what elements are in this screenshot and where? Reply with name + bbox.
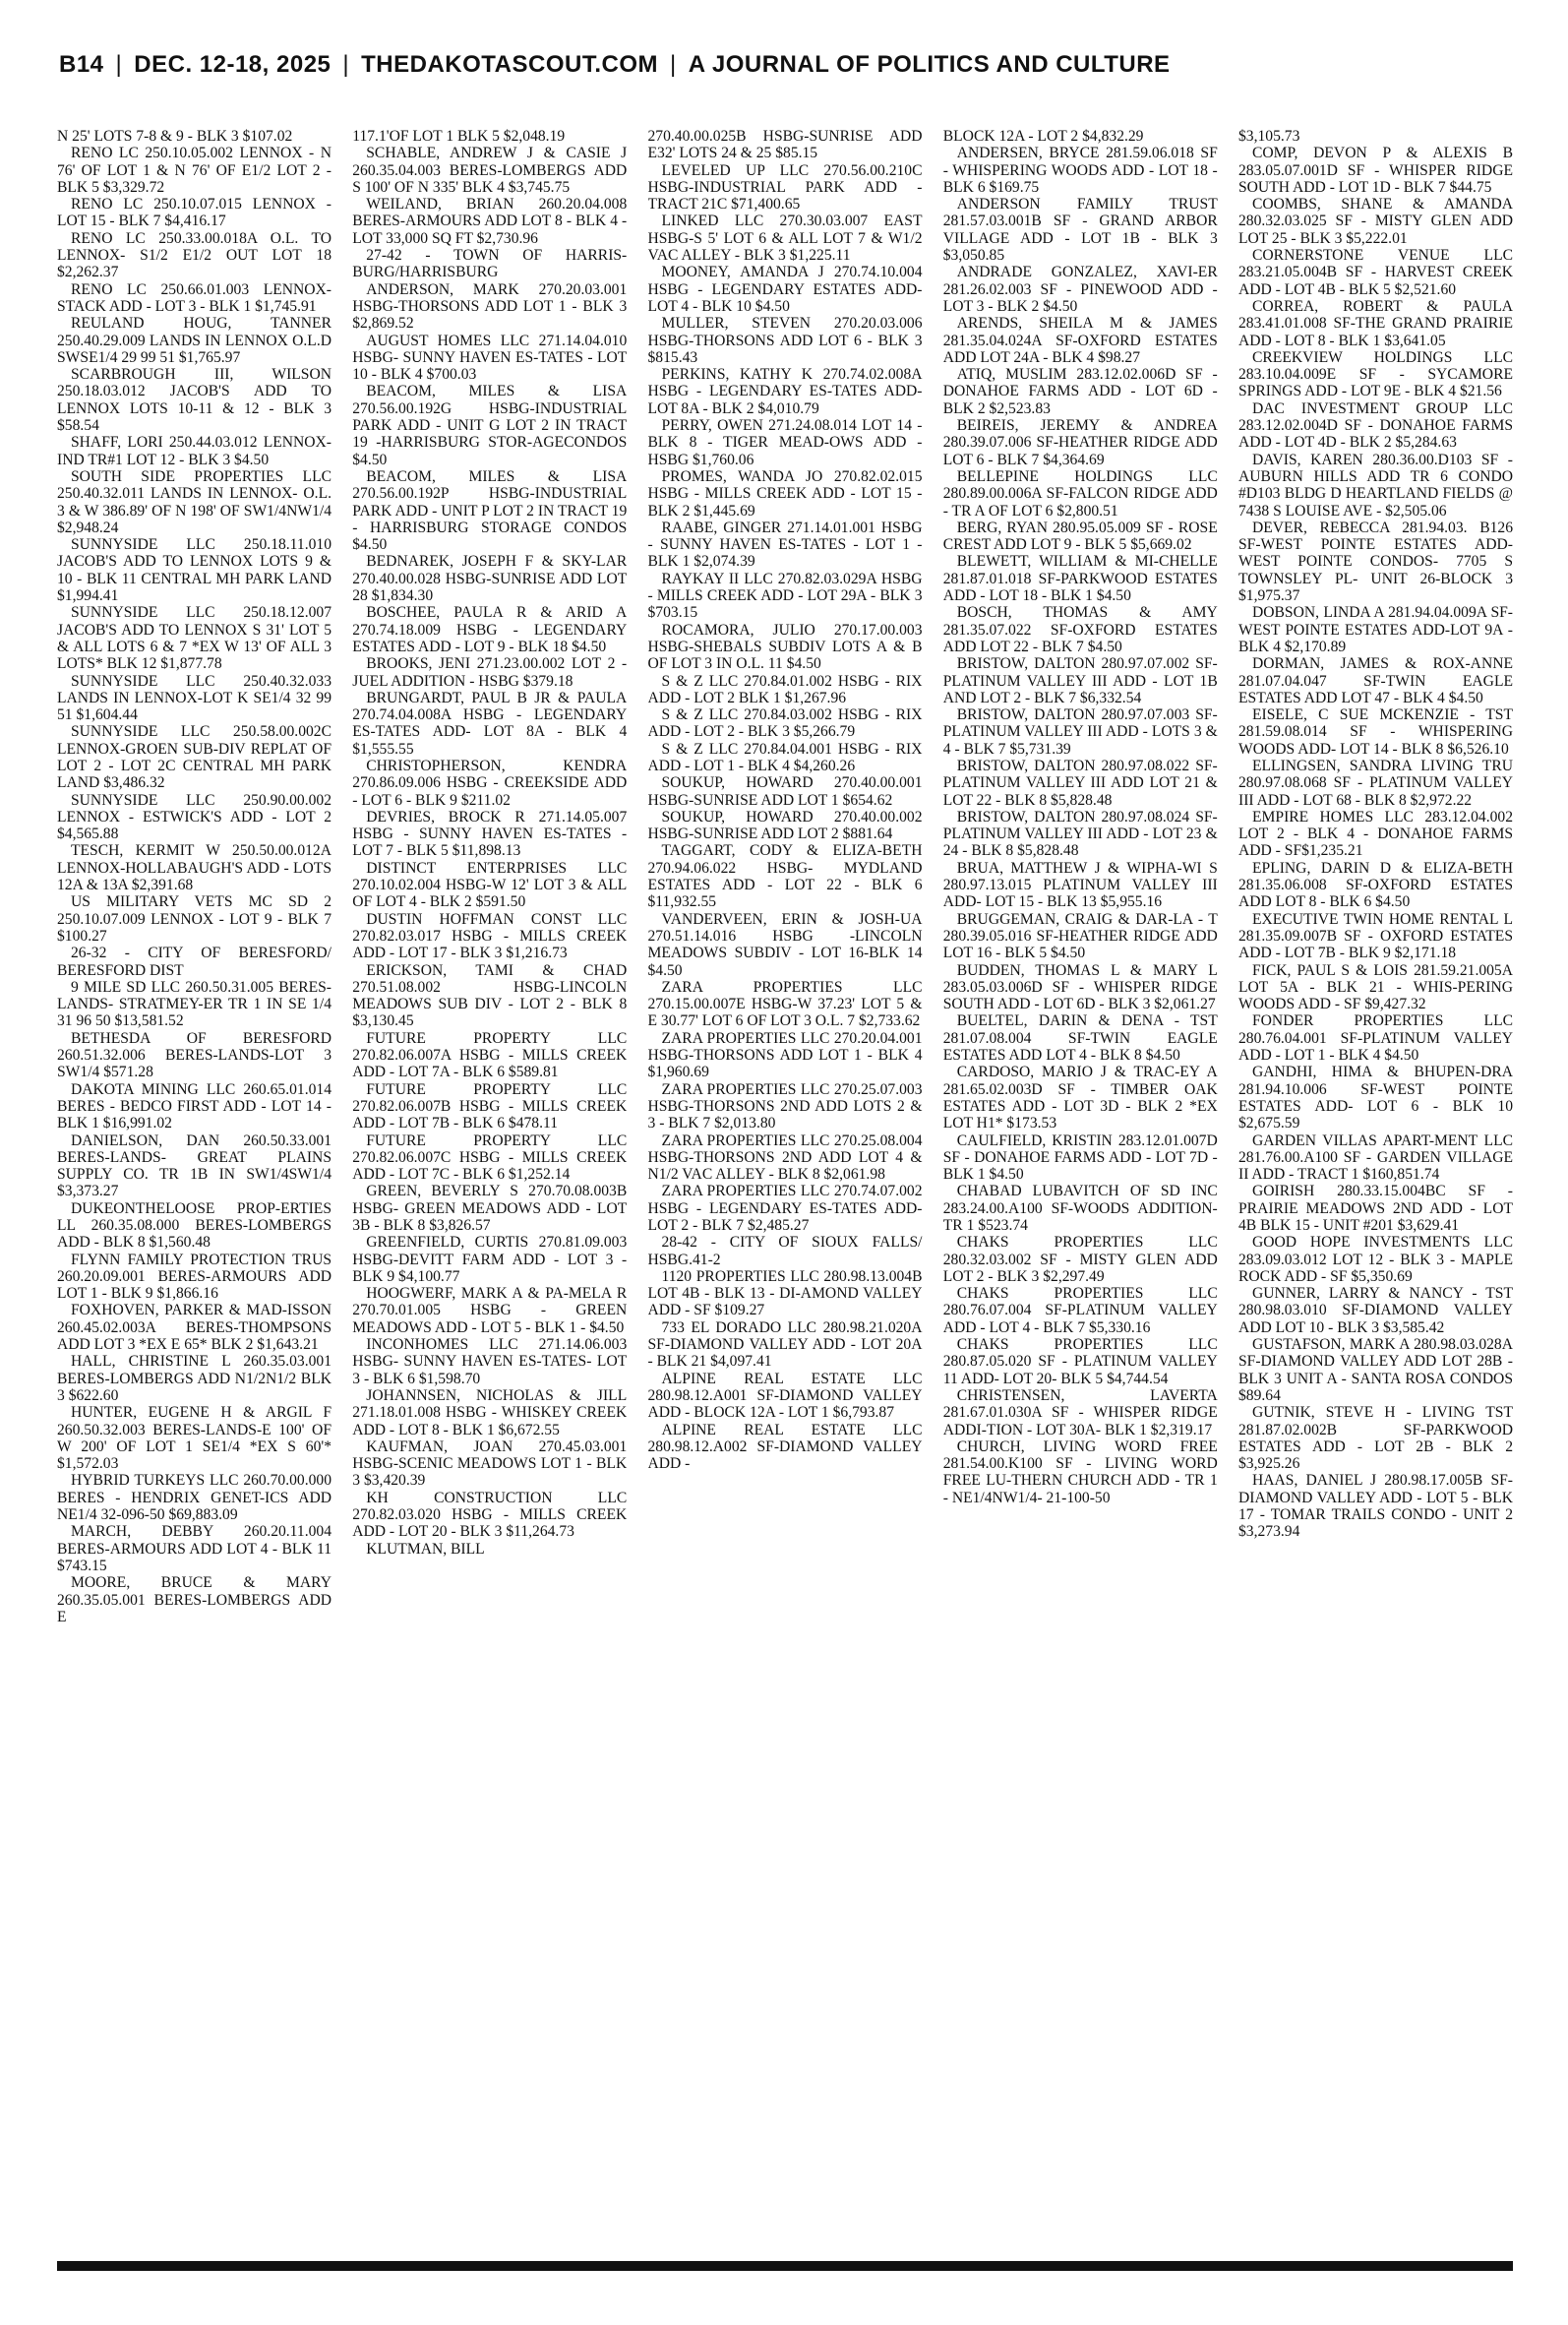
listing-entry: ANDERSON, MARK 270.20.03.001 HSBG-THORSONS ADD LOT 1 - BLK 3 $2,869.52: [352, 280, 628, 333]
listing-entry: GREENFIELD, CURTIS 270.81.09.003 HSBG-DEVITT FARM ADD - LOT 3 - BLK 9 $4,100.77: [352, 1234, 628, 1285]
listing-entry: SOUKUP, HOWARD 270.40.00.001 HSBG-SUNRISE ADD LOT 1 $654.62: [647, 774, 923, 809]
listing-entry: EPLING, DARIN D & ELIZA-BETH 281.35.06.008 SF-OXFORD ESTATES ADD LOT 8 - BLK 6 $4.50: [1238, 859, 1513, 911]
listing-entry: MULLER, STEVEN 270.20.03.006 HSBG-THORSONS ADD LOT 6 - BLK 3 $815.43: [647, 315, 923, 366]
listing-entry: FOXHOVEN, PARKER & MAD-ISSON 260.45.02.003A BERES-THOMPSONS ADD LOT 3 *EX E 65* BLK 2 $1,643.21: [57, 1302, 332, 1354]
listing-entry: SOUTH SIDE PROPERTIES LLC 250.40.32.011 LANDS IN LENNOX- O.L. 3 & W 386.89' OF N 198' OF SW1/4NW1/4 $2,948.24: [57, 467, 332, 536]
listing-entry: BEIREIS, JEREMY & ANDREA 280.39.07.006 SF-HEATHER RIDGE ADD LOT 6 - BLK 7 $4,364.69: [942, 417, 1218, 468]
listing-entry: MOONEY, AMANDA J 270.74.10.004 HSBG - LEGENDARY ESTATES ADD- LOT 4 - BLK 10 $4.50: [647, 264, 923, 315]
listing-entry: DAVIS, KAREN 280.36.00.D103 SF - AUBURN HILLS ADD TR 6 CONDO #D103 BLDG D HEARTLAND FIELDS @ 7438 S LOUISE AVE - $2,505.06: [1238, 451, 1513, 520]
column-1: [57, 128, 332, 2241]
listing-entry: SCARBROUGH III, WILSON 250.18.03.012 JACOB'S ADD TO LENNOX LOTS 10-11 & 12 - BLK 3 $58.54: [57, 366, 332, 435]
listing-entry: ANDERSEN, BRYCE 281.59.06.018 SF - WHISPERING WOODS ADD - LOT 18 - BLK 6 $169.75: [942, 145, 1218, 196]
listing-entry: 26-32 - CITY OF BERESFORD/ BERESFORD DIST: [57, 945, 332, 979]
listing-entry: GOIRISH 280.33.15.004BC SF - PRAIRIE MEADOWS 2ND ADD - LOT 4B BLK 15 - UNIT #201 $3,629.41: [1238, 1183, 1513, 1234]
listing-entry: HUNTER, EUGENE H & ARGIL F 260.50.32.003 BERES-LANDS-E 100' OF W 200' OF LOT 1 SE1/4 *EX S 60'* $1,572.03: [57, 1404, 332, 1473]
listing-entry: GUTNIK, STEVE H - LIVING TST 281.87.02.002B SF-PARKWOOD ESTATES ADD - LOT 2B - BLK 2 $3,925.26: [1238, 1404, 1513, 1473]
listing-entry: MARCH, DEBBY 260.20.11.004 BERES-ARMOURS ADD LOT 4 - BLK 11 $743.15: [57, 1523, 332, 1574]
listing-entry: HYBRID TURKEYS LLC 260.70.00.000 BERES - HENDRIX GENET-ICS ADD NE1/4 32-096-50 $69,883.09: [57, 1472, 332, 1524]
listing-entry: CHABAD LUBAVITCH OF SD INC 283.24.00.A100 SF-WOODS ADDITION- TR 1 $523.74: [942, 1183, 1218, 1234]
listing-entry: GANDHI, HIMA & BHUPEN-DRA 281.94.10.006 SF-WEST POINTE ESTATES ADD- LOT 6 - BLK 10 $2,675.59: [1238, 1064, 1513, 1132]
listing-entry: CAULFIELD, KRISTIN 283.12.01.007D SF - DONAHOE FARMS ADD - LOT 7D - BLK 1 $4.50: [942, 1132, 1218, 1184]
listing-entry: CHAKS PROPERTIES LLC 280.76.07.004 SF-PLATINUM VALLEY ADD - LOT 4 - BLK 7 $5,330.16: [942, 1285, 1218, 1336]
listing-entry: PERRY, OWEN 271.24.08.014 LOT 14 - BLK 8 - TIGER MEAD-OWS ADD - HSBG $1,760.06: [647, 417, 923, 468]
listing-entry: TAGGART, CODY & ELIZA-BETH 270.94.06.022 HSBG- MYDLAND ESTATES ADD - LOT 22 - BLK 6 $11,932.55: [647, 842, 923, 911]
listing-entry: ERICKSON, TAMI & CHAD 270.51.08.002 HSBG-LINCOLN MEADOWS SUB DIV - LOT 2 - BLK 8 $3,130.45: [352, 961, 628, 1030]
listing-entry: COOMBS, SHANE & AMANDA 280.32.03.025 SF - MISTY GLEN ADD LOT 25 - BLK 3 $5,222.01: [1238, 196, 1513, 247]
listing-entry: 28-42 - CITY OF SIOUX FALLS/ HSBG.41-2: [647, 1234, 923, 1268]
listing-entry: FICK, PAUL S & LOIS 281.59.21.005A LOT 5A - BLK 21 - WHIS-PERING WOODS ADD - SF $9,427.32: [1238, 961, 1513, 1013]
listing-entry: BROOKS, JENI 271.23.00.002 LOT 2 - JUEL ADDITION - HSBG $379.18: [352, 655, 628, 690]
listing-entry: HALL, CHRISTINE L 260.35.03.001 BERES-LOMBERGS ADD N1/2N1/2 BLK 3 $622.60: [57, 1353, 332, 1404]
listing-entry: KAUFMAN, JOAN 270.45.03.001 HSBG-SCENIC MEADOWS LOT 1 - BLK 3 $3,420.39: [352, 1438, 628, 1490]
listing-entry: EXECUTIVE TWIN HOME RENTAL L 281.35.09.007B SF - OXFORD ESTATES ADD - LOT 7B - BLK 9 $2,171.18: [1238, 910, 1513, 962]
listing-entry: GUSTAFSON, MARK A 280.98.03.028A SF-DIAMOND VALLEY ADD LOT 28B - BLK 3 UNIT A - SANTA ROSA CONDOS $89.64: [1238, 1336, 1513, 1404]
listing-entry: DUKEONTHELOOSE PROP-ERTIES LL 260.35.08.000 BERES-LOMBERGS ADD - BLK 8 $1,560.48: [57, 1199, 332, 1252]
listing-entry: CORNERSTONE VENUE LLC 283.21.05.004B SF - HARVEST CREEK ADD - LOT 4B - BLK 5 $2,521.60: [1238, 247, 1513, 298]
listing-entry: RAYKAY II LLC 270.82.03.029A HSBG - MILLS CREEK ADD - LOT 29A - BLK 3 $703.15: [647, 570, 923, 622]
page-header: [59, 51, 1515, 91]
site-name: THEDAKOTASCOUT.COM: [361, 51, 658, 78]
issue-date: DEC. 12-18, 2025: [134, 51, 332, 78]
listing-entry: COMP, DEVON P & ALEXIS B 283.05.07.001D SF - WHISPER RIDGE SOUTH ADD - LOT 1D - BLK 7 $44.75: [1238, 145, 1513, 196]
listing-entry: EISELE, C SUE MCKENZIE - TST 281.59.08.014 SF - WHISPERING WOODS ADD- LOT 14 - BLK 8 $6,526.10: [1238, 706, 1513, 758]
listing-entry: ARENDS, SHEILA M & JAMES 281.35.04.024A SF-OXFORD ESTATES ADD LOT 24A - BLK 4 $98.27: [942, 315, 1218, 366]
listing-entry: DAC INVESTMENT GROUP LLC 283.12.02.004D SF - DONAHOE FARMS ADD - LOT 4D - BLK 2 $5,284.63: [1238, 399, 1513, 452]
listing-entry: ROCAMORA, JULIO 270.17.00.003 HSBG-SHEBALS SUBDIV LOTS A & B OF LOT 3 IN O.L. 11 $4.50: [647, 621, 923, 673]
listing-entry: SHAFF, LORI 250.44.03.012 LENNOX-IND TR#1 LOT 12 - BLK 3 $4.50: [57, 434, 332, 468]
listing-entry: CHAKS PROPERTIES LLC 280.32.03.002 SF - MISTY GLEN ADD LOT 2 - BLK 3 $2,297.49: [942, 1234, 1218, 1285]
listing-entry: 733 EL DORADO LLC 280.98.21.020A SF-DIAMOND VALLEY ADD - LOT 20A - BLK 21 $4,097.41: [647, 1318, 923, 1371]
listing-entry: ELLINGSEN, SANDRA LIVING TRU 280.97.08.068 SF - PLATINUM VALLEY III ADD - LOT 68 - BLK 8 $2,972.22: [1238, 757, 1513, 809]
listing-entry: CHRISTOPHERSON, KENDRA 270.86.09.006 HSBG - CREEKSIDE ADD - LOT 6 - BLK 9 $211.02: [352, 757, 628, 809]
listing-entry: CHRISTENSEN, LAVERTA 281.67.01.030A SF - WHISPER RIDGE ADDI-TION - LOT 30A- BLK 1 $2,319.17: [942, 1386, 1218, 1438]
listing-entry: RENO LC 250.10.05.002 LENNOX - N 76' OF LOT 1 & N 76' OF E1/2 LOT 2 - BLK 5 $3,329.72: [57, 145, 332, 196]
listing-entry: DOBSON, LINDA A 281.94.04.009A SF-WEST POINTE ESTATES ADD-LOT 9A - BLK 4 $2,170.89: [1238, 604, 1513, 655]
listing-entry: RAABE, GINGER 271.14.01.001 HSBG - SUNNY HAVEN ES-TATES - LOT 1 - BLK 1 $2,074.39: [647, 519, 923, 571]
listing-entry: BUELTEL, DARIN & DENA - TST 281.07.08.004 SF-TWIN EAGLE ESTATES ADD LOT 4 - BLK 8 $4.50: [942, 1012, 1218, 1065]
header-separator: |: [670, 51, 677, 78]
listing-entry: KH CONSTRUCTION LLC 270.82.03.020 HSBG - MILLS CREEK ADD - LOT 20 - BLK 3 $11,264.73: [352, 1489, 628, 1541]
listing-entry: ALPINE REAL ESTATE LLC 280.98.12.A001 SF-DIAMOND VALLEY ADD - BLOCK 12A - LOT 1 $6,793.87: [647, 1370, 923, 1422]
listing-entry: AUGUST HOMES LLC 271.14.04.010 HSBG- SUNNY HAVEN ES-TATES - LOT 10 - BLK 4 $700.03: [352, 332, 628, 384]
listing-entry: LINKED LLC 270.30.03.007 EAST HSBG-S 5' LOT 6 & ALL LOT 7 & W1/2 VAC ALLEY - BLK 3 $1,225.11: [647, 213, 923, 265]
listing-entry: WEILAND, BRIAN 260.20.04.008 BERES-ARMOURS ADD LOT 8 - BLK 4 - LOT 33,000 SQ FT $2,730.96: [352, 196, 628, 247]
listing-entry: ZARA PROPERTIES LLC 270.25.07.003 HSBG-THORSONS 2ND ADD LOTS 2 & 3 - BLK 7 $2,013.80: [647, 1080, 923, 1132]
listing-entry: PERKINS, KATHY K 270.74.02.008A HSBG - LEGENDARY ES-TATES ADD- LOT 8A - BLK 2 $4,010.79: [647, 366, 923, 417]
listing-entry: S & Z LLC 270.84.03.002 HSBG - RIX ADD - LOT 2 - BLK 3 $5,266.79: [647, 706, 923, 741]
listing-entry: BLEWETT, WILLIAM & MI-CHELLE 281.87.01.018 SF-PARKWOOD ESTATES ADD - LOT 18 - BLK 1 $4.50: [942, 553, 1218, 605]
listing-entry: EMPIRE HOMES LLC 283.12.04.002 LOT 2 - BLK 4 - DONAHOE FARMS ADD - SF$1,235.21: [1238, 808, 1513, 860]
listing-entry: GARDEN VILLAS APART-MENT LLC 281.76.00.A100 SF - GARDEN VILLAGE II ADD - TRACT 1 $160,851.74: [1238, 1132, 1513, 1184]
listing-entry: ATIQ, MUSLIM 283.12.02.006D SF - DONAHOE FARMS ADD - LOT 6D - BLK 2 $2,523.83: [942, 366, 1218, 417]
listing-entry: KLUTMAN, BILL: [366, 1540, 485, 1558]
listing-entry: BLOCK 12A - LOT 2 $4,832.29: [942, 128, 1144, 145]
listing-entry: CORREA, ROBERT & PAULA 283.41.01.008 SF-THE GRAND PRAIRIE ADD - LOT 8 - BLK 1 $3,641.05: [1238, 297, 1513, 349]
column-5: [1238, 128, 1513, 2241]
listing-entry: DAKOTA MINING LLC 260.65.01.014 BERES - BEDCO FIRST ADD - LOT 14 - BLK 1 $16,991.02: [57, 1080, 332, 1132]
listing-entry: BOSCH, THOMAS & AMY 281.35.07.022 SF-OXFORD ESTATES ADD LOT 22 - BLK 7 $4.50: [942, 604, 1218, 655]
listing-entry: BRISTOW, DALTON 280.97.07.003 SF-PLATINUM VALLEY III ADD - LOTS 3 & 4 - BLK 7 $5,731.39: [942, 706, 1218, 758]
listing-entry: TESCH, KERMIT W 250.50.00.012A LENNOX-HOLLABAUGH'S ADD - LOTS 12A & 13A $2,391.68: [57, 842, 332, 894]
listing-entry: 27-42 - TOWN OF HARRIS-BURG/HARRISBURG: [352, 247, 628, 281]
bottom-rule: [57, 2261, 1513, 2271]
listing-entry: REULAND HOUG, TANNER 250.40.29.009 LANDS IN LENNOX O.L.D SWSE1/4 29 99 51 $1,765.97: [57, 315, 332, 366]
listing-entry: ANDERSON FAMILY TRUST 281.57.03.001B SF - GRAND ARBOR VILLAGE ADD - LOT 1B - BLK 3 $3,050.85: [942, 196, 1218, 265]
header-separator: |: [342, 51, 350, 78]
listing-entry: BEACOM, MILES & LISA 270.56.00.192P HSBG-INDUSTRIAL PARK ADD - UNIT P LOT 2 IN TRACT 19 - HARRISBURG STORAGE CONDOS $4.50: [352, 467, 628, 554]
listing-entry: RENO LC 250.33.00.018A O.L. TO LENNOX- S1/2 E1/2 OUT LOT 18 $2,262.37: [57, 229, 332, 281]
listing-entry: 117.1'OF LOT 1 BLK 5 $2,048.19: [352, 128, 566, 145]
listing-entry: BOSCHEE, PAULA R & ARID A 270.74.18.009 HSBG - LEGENDARY ESTATES ADD - LOT 9 - BLK 18 $4.50: [352, 604, 628, 655]
listing-entry: ANDRADE GONZALEZ, XAVI-ER 281.26.02.003 SF - PINEWOOD ADD - LOT 3 - BLK 2 $4.50: [942, 264, 1218, 315]
listing-entry: SCHABLE, ANDREW J & CASIE J 260.35.04.003 BERES-LOMBERGS ADD S 100' OF N 335' BLK 4 $3,745.75: [352, 145, 628, 196]
header-separator: |: [115, 51, 123, 78]
listing-entry: $3,105.73: [1238, 128, 1300, 145]
listing-entry: BRISTOW, DALTON 280.97.08.024 SF-PLATINUM VALLEY III ADD - LOT 23 & 24 - BLK 8 $5,828.48: [942, 808, 1218, 860]
listing-entry: DUSTIN HOFFMAN CONST LLC 270.82.03.017 HSBG - MILLS CREEK ADD - LOT 17 - BLK 3 $1,216.73: [352, 910, 628, 962]
column-3: [648, 128, 923, 2241]
listing-entry: SOUKUP, HOWARD 270.40.00.002 HSBG-SUNRISE ADD LOT 2 $881.64: [647, 808, 923, 843]
listing-entry: LEVELED UP LLC 270.56.00.210C HSBG-INDUSTRIAL PARK ADD - TRACT 21C $71,400.65: [647, 161, 923, 214]
listing-entry: FUTURE PROPERTY LLC 270.82.06.007B HSBG - MILLS CREEK ADD - LOT 7B - BLK 6 $478.11: [352, 1080, 628, 1132]
listing-entry: S & Z LLC 270.84.04.001 HSBG - RIX ADD - LOT 1 - BLK 4 $4,260.26: [647, 740, 923, 774]
listing-entry: DEVER, REBECCA 281.94.03. B126 SF-WEST POINTE ESTATES ADD- WEST POINTE CONDOS- 7705 S TOWNSLEY PL- UNIT 26-BLOCK 3 $1,975.37: [1238, 519, 1513, 605]
listing-entry: GOOD HOPE INVESTMENTS LLC 283.09.03.012 LOT 12 - BLK 3 - MAPLE ROCK ADD - SF $5,350.69: [1238, 1234, 1513, 1285]
listing-entry: SUNNYSIDE LLC 250.90.00.002 LENNOX - ESTWICK'S ADD - LOT 2 $4,565.88: [57, 791, 332, 843]
listing-entry: ALPINE REAL ESTATE LLC 280.98.12.A002 SF-DIAMOND VALLEY ADD -: [647, 1421, 923, 1473]
listing-entry: ZARA PROPERTIES LLC 270.74.07.002 HSBG - LEGENDARY ES-TATES ADD- LOT 2 - BLK 7 $2,485.27: [647, 1183, 923, 1234]
listing-entry: BEACOM, MILES & LISA 270.56.00.192G HSBG-INDUSTRIAL PARK ADD - UNIT G LOT 2 IN TRACT 19 -HARRISBURG STOR-AGECONDOS $4.50: [352, 383, 628, 468]
listing-entry: BETHESDA OF BERESFORD 260.51.32.006 BERES-LANDS-LOT 3 SW1/4 $571.28: [57, 1029, 332, 1081]
listing-entry: BRISTOW, DALTON 280.97.07.002 SF-PLATINUM VALLEY III ADD - LOT 1B AND LOT 2 - BLK 7 $6,332.54: [942, 655, 1218, 706]
listing-entry: VANDERVEEN, ERIN & JOSH-UA 270.51.14.016 HSBG -LINCOLN MEADOWS SUBDIV - LOT 16-BLK 14 $4.50: [647, 910, 923, 979]
listing-entry: 9 MILE SD LLC 260.50.31.005 BERES-LANDS- STRATMEY-ER TR 1 IN SE 1/4 31 96 50 $13,581.52: [57, 978, 332, 1030]
listing-entry: BELLEPINE HOLDINGS LLC 280.89.00.006A SF-FALCON RIDGE ADD - TR A OF LOT 6 $2,800.51: [942, 467, 1218, 520]
listing-entry: SUNNYSIDE LLC 250.40.32.033 LANDS IN LENNOX-LOT K SE1/4 32 99 51 $1,604.44: [57, 672, 332, 724]
listing-entry: ZARA PROPERTIES LLC 270.25.08.004 HSBG-THORSONS 2ND ADD LOT 4 & N1/2 VAC ALLEY - BLK 8 $2,061.98: [647, 1132, 923, 1184]
listing-entry: CHURCH, LIVING WORD FREE 281.54.00.K100 SF - LIVING WORD FREE LU-THERN CHURCH ADD - TR 1 - NE1/4NW1/4- 21-100-50: [942, 1438, 1218, 1506]
tagline: A JOURNAL OF POLITICS AND CULTURE: [688, 51, 1171, 78]
listing-entry: PROMES, WANDA JO 270.82.02.015 HSBG - MILLS CREEK ADD - LOT 15 - BLK 2 $1,445.69: [647, 467, 923, 520]
listing-entry: FUTURE PROPERTY LLC 270.82.06.007C HSBG - MILLS CREEK ADD - LOT 7C - BLK 6 $1,252.14: [352, 1132, 628, 1184]
listing-entry: RENO LC 250.10.07.015 LENNOX - LOT 15 - BLK 7 $4,416.17: [57, 196, 332, 230]
listing-entry: ZARA PROPERTIES LLC 270.20.04.001 HSBG-THORSONS ADD LOT 1 - BLK 4 $1,960.69: [647, 1029, 923, 1081]
listing-entry: FLYNN FAMILY PROTECTION TRUS 260.20.09.001 BERES-ARMOURS ADD LOT 1 - BLK 9 $1,866.16: [57, 1251, 332, 1303]
listing-entry: FONDER PROPERTIES LLC 280.76.04.001 SF-PLATINUM VALLEY ADD - LOT 1 - BLK 4 $4.50: [1238, 1012, 1513, 1065]
listing-entry: DORMAN, JAMES & ROX-ANNE 281.07.04.047 SF-TWIN EAGLE ESTATES ADD LOT 47 - BLK 4 $4.50: [1238, 655, 1513, 706]
listing-entry: 270.40.00.025B HSBG-SUNRISE ADD E32' LOTS 24 & 25 $85.15: [647, 128, 923, 162]
listing-entry: SUNNYSIDE LLC 250.18.11.010 JACOB'S ADD TO LENNOX LOTS 9 & 10 - BLK 11 CENTRAL MH PARK LAND $1,994.41: [57, 536, 332, 605]
listing-entry: DEVRIES, BROCK R 271.14.05.007 HSBG - SUNNY HAVEN ES-TATES - LOT 7 - BLK 5 $11,898.13: [352, 808, 628, 860]
column-4: [943, 128, 1218, 2241]
listing-entry: BEDNAREK, JOSEPH F & SKY-LAR 270.40.00.028 HSBG-SUNRISE ADD LOT 28 $1,834.30: [352, 553, 628, 605]
listing-entry: GUNNER, LARRY & NANCY - TST 280.98.03.010 SF-DIAMOND VALLEY ADD LOT 10 - BLK 3 $3,585.42: [1238, 1285, 1513, 1336]
listing-entry: BRUNGARDT, PAUL B JR & PAULA 270.74.04.008A HSBG - LEGENDARY ES-TATES ADD- LOT 8A - BLK 4 $1,555.55: [352, 689, 628, 758]
listing-entry: INCONHOMES LLC 271.14.06.003 HSBG- SUNNY HAVEN ES-TATES- LOT 3 - BLK 6 $1,598.70: [352, 1336, 628, 1387]
listing-entry: BERG, RYAN 280.95.05.009 SF - ROSE CREST ADD LOT 9 - BLK 5 $5,669.02: [942, 519, 1218, 554]
listing-entry: ZARA PROPERTIES LLC 270.15.00.007E HSBG-W 37.23' LOT 5 & E 30.77' LOT 6 OF LOT 3 O.L. 7 $2,733.62: [647, 978, 923, 1030]
page-number: B14: [59, 51, 104, 78]
listing-entry: DISTINCT ENTERPRISES LLC 270.10.02.004 HSBG-W 12' LOT 3 & ALL OF LOT 4 - BLK 2 $591.50: [352, 859, 628, 911]
listing-entry: BRUGGEMAN, CRAIG & DAR-LA - T 280.39.05.016 SF-HEATHER RIDGE ADD LOT 16 - BLK 5 $4.50: [942, 910, 1218, 962]
listing-entry: GREEN, BEVERLY S 270.70.08.003B HSBG- GREEN MEADOWS ADD - LOT 3B - BLK 8 $3,826.57: [352, 1183, 628, 1234]
listing-entry: HAAS, DANIEL J 280.98.17.005B SF-DIAMOND VALLEY ADD - LOT 5 - BLK 17 - TOMAR TRAILS CONDO - UNIT 2 $3,273.94: [1238, 1472, 1513, 1541]
listing-entry: DANIELSON, DAN 260.50.33.001 BERES-LANDS- GREAT PLAINS SUPPLY CO. TR 1B IN SW1/4SW1/4 $3,373.27: [57, 1132, 332, 1200]
column-2: [352, 128, 627, 2241]
listing-entry: FUTURE PROPERTY LLC 270.82.06.007A HSBG - MILLS CREEK ADD - LOT 7A - BLK 6 $589.81: [352, 1029, 628, 1081]
listing-entry: BRISTOW, DALTON 280.97.08.022 SF-PLATINUM VALLEY III ADD LOT 21 & LOT 22 - BLK 8 $5,828.48: [942, 757, 1218, 809]
listing-entry: CARDOSO, MARIO J & TRAC-EY A 281.65.02.003D SF - TIMBER OAK ESTATES ADD - LOT 3D - BLK 2 *EX LOT H1* $173.53: [942, 1064, 1218, 1132]
listing-entry: BRUA, MATTHEW J & WIPHA-WI S 280.97.13.015 PLATINUM VALLEY III ADD- LOT 15 - BLK 13 $5,955.16: [942, 859, 1218, 911]
listing-entry: HOOGWERF, MARK A & PA-MELA R 270.70.01.005 HSBG - GREEN MEADOWS ADD - LOT 5 - BLK 1 - $4.50: [352, 1285, 628, 1336]
listing-entry: SUNNYSIDE LLC 250.18.12.007 JACOB'S ADD TO LENNOX S 31' LOT 5 & ALL LOTS 6 & 7 *EX W 13' OF ALL 3 LOTS* BLK 12 $1,877.78: [57, 604, 332, 673]
listing-entry: BUDDEN, THOMAS L & MARY L 283.05.03.006D SF - WHISPER RIDGE SOUTH ADD - LOT 6D - BLK 3 $2,061.27: [942, 961, 1218, 1013]
listing-entry: SUNNYSIDE LLC 250.58.00.002C LENNOX-GROEN SUB-DIV REPLAT OF LOT 2 - LOT 2C CENTRAL MH PARK LAND $3,486.32: [57, 723, 332, 792]
listing-entry: MOORE, BRUCE & MARY 260.35.05.001 BERES-LOMBERGS ADD E: [57, 1574, 332, 1625]
listing-columns: [57, 128, 1513, 2241]
listing-entry: RENO LC 250.66.01.003 LENNOX-STACK ADD - LOT 3 - BLK 1 $1,745.91: [57, 280, 332, 315]
listing-entry: JOHANNSEN, NICHOLAS & JILL 271.18.01.008 HSBG - WHISKEY CREEK ADD - LOT 8 - BLK 1 $6,672.55: [352, 1386, 628, 1438]
listing-entry: CREEKVIEW HOLDINGS LLC 283.10.04.009E SF - SYCAMORE SPRINGS ADD - LOT 9E - BLK 4 $21.56: [1238, 348, 1513, 400]
listing-entry: S & Z LLC 270.84.01.002 HSBG - RIX ADD - LOT 2 BLK 1 $1,267.96: [647, 672, 923, 706]
listing-entry: 1120 PROPERTIES LLC 280.98.13.004B LOT 4B - BLK 13 - DI-AMOND VALLEY ADD - SF $109.27: [647, 1267, 923, 1319]
listing-entry: CHAKS PROPERTIES LLC 280.87.05.020 SF - PLATINUM VALLEY 11 ADD- LOT 20- BLK 5 $4,744.54: [942, 1336, 1218, 1387]
listing-entry: US MILITARY VETS MC SD 2 250.10.07.009 LENNOX - LOT 9 - BLK 7 $100.27: [57, 893, 332, 945]
listing-entry: N 25' LOTS 7-8 & 9 - BLK 3 $107.02: [57, 128, 293, 145]
